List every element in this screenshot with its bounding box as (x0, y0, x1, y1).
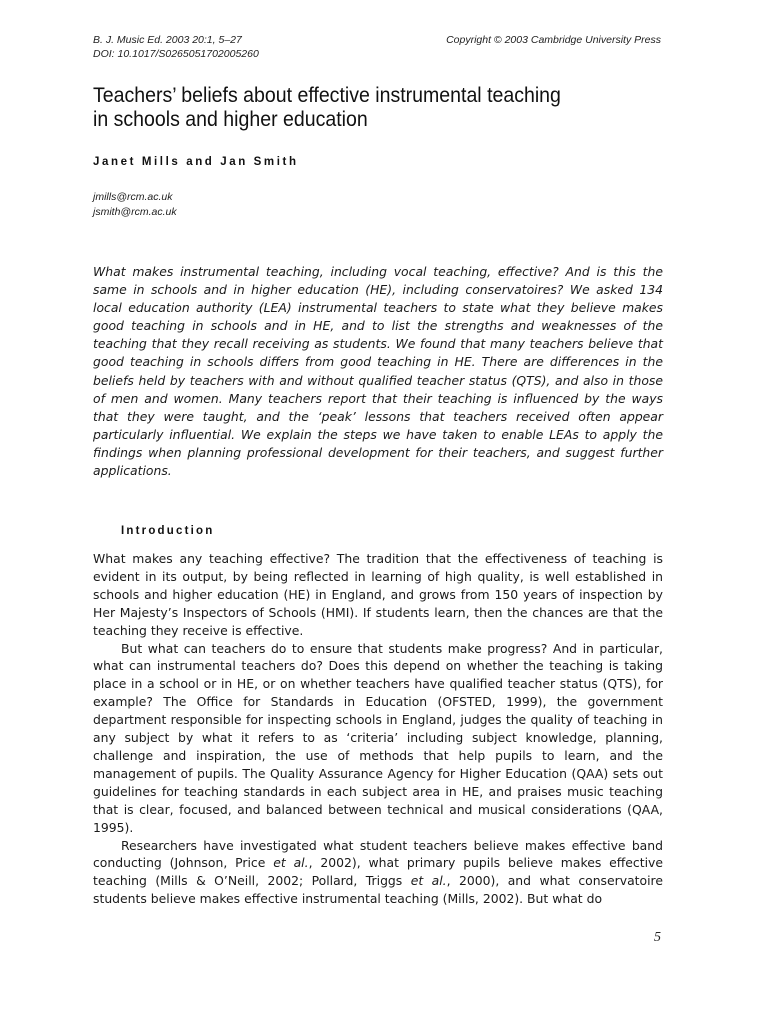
paragraph-2: But what can teachers do to ensure that students make progress? And in particular, what can instrumental teachers do? Does this depend on whether the teaching is taking place in a school or in HE, or on whether teachers have qualified teacher status (QTS), for example? The Office for Standards in Education (OFSTED, 1999), the government department responsible for inspecting schools in England, judges the quality of teaching in any subject by what it refers to as ‘criteria’ including subject knowledge, planning, challenge and inspiration, the use of methods that help pupils to learn, and the management of pupils. The Quality Assurance Agency for Higher Education (QAA) sets out guidelines for teaching standards in each subject area in HE, and praises music teaching that is clear, focused, and balanced between technical and musical considerations (QAA, 1995). (93, 640, 663, 835)
doi: DOI: 10.1017/S0265051702005260 (93, 48, 259, 60)
copyright-notice: Copyright © 2003 Cambridge University Press (446, 34, 661, 46)
running-header-left (93, 33, 259, 61)
title-line-2: in schools and higher education (93, 108, 368, 131)
author-emails (93, 190, 177, 220)
paragraph-3 (93, 837, 663, 909)
et-al-2: et al. (410, 873, 447, 889)
body-text (93, 550, 663, 908)
email-2: jsmith@rcm.ac.uk (93, 206, 177, 218)
author-names: Janet Mills and Jan Smith (93, 156, 299, 168)
paragraph-3-part-c: , 2000), and what conservatoire students believe makes effective instrumental teaching (Mills, 2002). But what do (93, 873, 663, 907)
title-line-1: Teachers’ beliefs about effective instrumental teaching (93, 84, 561, 107)
paragraph-1: What makes any teaching effective? The tradition that the effectiveness of teaching is evident in its output, by being reflected in learning of high quality, is well established in schools and higher education (HE) in England, and grows from 150 years of inspection by Her Majesty’s Inspectors of Schools (HMI). If students learn, then the chances are that the teaching they receive is effective. (93, 551, 663, 638)
paragraph-3-part-a: Researchers have investigated what student teachers believe makes effective band conducting (Johnson, Price (93, 837, 663, 871)
email-1: jmills@rcm.ac.uk (93, 191, 173, 203)
paragraph-3-part-b: , 2002), what primary pupils believe makes effective teaching (Mills & O’Neill, 2002; Pollard, Triggs (93, 855, 663, 889)
journal-citation: B. J. Music Ed. 2003 20:1, 5–27 (93, 34, 242, 46)
section-heading-introduction: Introduction (121, 525, 215, 537)
et-al-1: et al. (273, 855, 309, 871)
article-title (93, 84, 632, 132)
page-number: 5 (654, 930, 661, 945)
abstract: What makes instrumental teaching, including vocal teaching, effective? And is this the same in schools and in higher education (HE), including conservatoires? We asked 134 local education authority (LEA) instrumental teachers to state what they believe makes good teaching in schools and in HE, and to list the strengths and weaknesses of the teaching that they recall receiving as students. We found that many teachers believe that good teaching in schools differs from good teaching in HE. There are differences in the beliefs held by teachers with and without qualified teacher status (QTS), and also in those of men and women. Many teachers report that their teaching is influenced by the ways that they were taught, and the ‘peak’ lessons that teachers received often appear particularly influential. We explain the steps we have taken to enable LEAs to apply the findings when planning professional development for their teachers, and suggest further applications. (93, 264, 663, 479)
